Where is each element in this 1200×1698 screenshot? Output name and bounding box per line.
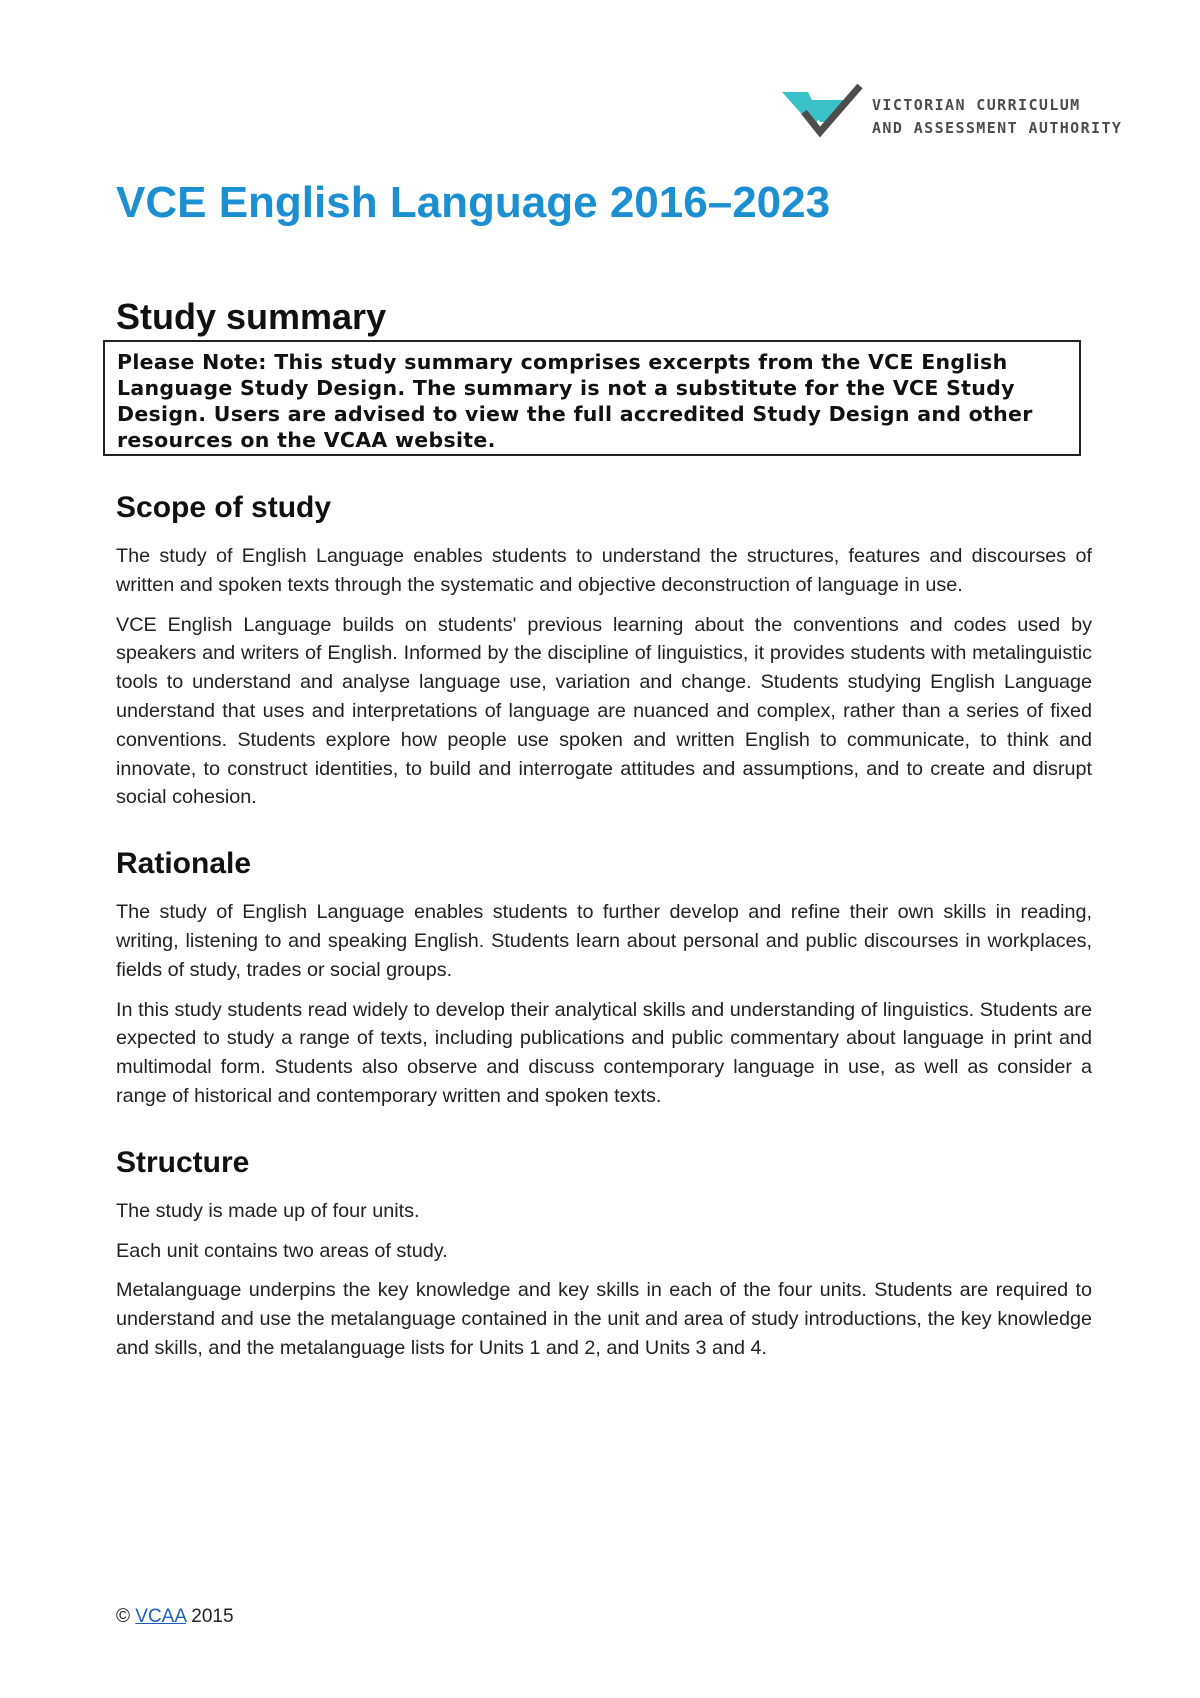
section-heading: Rationale: [116, 847, 252, 881]
section-heading: Scope of study: [116, 491, 332, 524]
please-note-box: Please Note: This study summary comprises excerpts from the VCE English Language Study Design. The summary is not a substitute for the VCE Study Design. Users are advised to view the full accredited Study Design and other resources on the VCAA website.: [103, 340, 1081, 456]
logo-line-1: VICTORIAN CURRICULUM: [872, 96, 1081, 114]
paragraph: The study of English Language enables students to understand the structures, features and discourses of written and spoken texts through the systematic and objective deconstruction of language in use.: [116, 545, 1092, 596]
copyright-symbol: ©: [116, 1606, 130, 1627]
paragraph: Each unit contains two areas of study.: [116, 1239, 448, 1262]
paragraph: Metalanguage underpins the key knowledge and key skills in each of the four units. Students are required to understand and use the metalanguage contained in the unit and area of study introductions, the key knowledge and skills, and the metalanguage lists for Units 1 and 2, and Units 3 and 4.: [116, 1279, 1092, 1359]
study-summary-heading: Study summary: [116, 296, 387, 337]
logo-line-2: AND ASSESSMENT AUTHORITY: [872, 119, 1123, 137]
document-title: VCE English Language 2016–2023: [116, 178, 831, 227]
vcaa-link[interactable]: VCAA: [135, 1606, 186, 1627]
document-body: [116, 488, 1092, 1363]
section-rationale: [116, 844, 1092, 1111]
section-structure: [116, 1143, 1092, 1363]
copyright-year: 2015: [191, 1606, 234, 1627]
paragraph: The study of English Language enables students to further develop and refine their own skills in reading, writing, listening to and speaking English. Students learn about personal and public discourses in workplaces, fields of study, trades or social groups.: [116, 901, 1092, 981]
section-heading: Structure: [116, 1145, 250, 1179]
paragraph: In this study students read widely to develop their analytical skills and understanding of linguistics. Students are expected to study a range of texts, including publications and public commentary about language in print and multimodal form. Students also observe and discuss contemporary language in use, as well as consider a range of historical and contemporary written and spoken texts.: [116, 998, 1092, 1107]
vcaa-tick-icon: [782, 82, 872, 140]
paragraph: VCE English Language builds on students' previous learning about the conventions and codes used by speakers and writers of English. Informed by the discipline of linguistics, it provides students with metalinguistic tools to understand and analyse language use, variation and change. Students studying English Language understand that uses and interpretations of language are nuanced and complex, rather than a series of fixed conventions. Students explore how people use spoken and written English to communicate, to think and innovate, to construct identities, to build and interrogate attitudes and assumptions, and to create and disrupt social cohesion.: [116, 613, 1092, 809]
footer: [116, 1606, 234, 1628]
vcaa-logo: [782, 82, 1123, 140]
section-scope-of-study: [116, 488, 1092, 812]
paragraph: The study is made up of four units.: [116, 1199, 420, 1222]
